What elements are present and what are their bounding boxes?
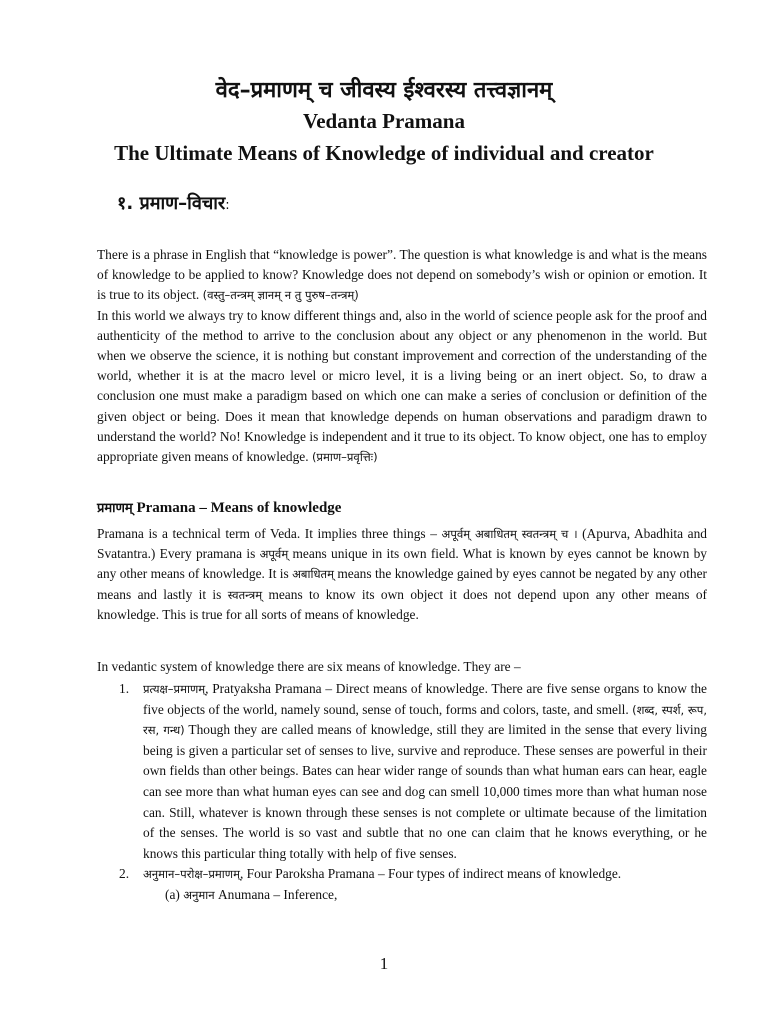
intro-paragraph-2 (97, 306, 707, 468)
pramana-s5: means to know its own object it does not depend upon any other means of knowledge. This is true for all sorts of means of knowledge. (97, 586, 707, 622)
intro-p1-sanskrit: (वस्तु–तन्त्रम् ज्ञानम् न तु पुरुष–तन्त्रम्) (202, 288, 359, 303)
sub-item-sanskrit: अनुमान (183, 887, 215, 902)
subtitle: The Ultimate Means of Knowledge of individual and creator (114, 141, 654, 165)
list-item-text: , Pratyaksha Pramana – Direct means of knowledge. There are five sense organs to know the five objects of the world, namely sound, sense of touch, forms and colors, taste, and smell. (143, 681, 707, 717)
list-item (97, 679, 707, 864)
intro-p1-text: There is a phrase in English that “knowledge is power”. The question is what knowledge is and what is the means of knowledge to be applied to know? Knowledge does not depend on somebody’s wish or opinion or emotion. It is true to its object. (97, 247, 707, 303)
pramana-s1-dev: अपूर्वम् अबाधितम् स्वतन्त्रम् च । (441, 527, 578, 541)
means-list (97, 679, 707, 906)
section-colon: : (225, 198, 230, 213)
pramana-s3: means unique in its own field. What is known by eyes cannot be known by any other means of knowledge. It is (97, 546, 707, 582)
list-item-number: 2. (119, 866, 130, 882)
intro-p2-text: In this world we always try to know different things and, also in the world of science people ask for the proof and authenticity of the method to arrive to the conclusion about any object or any phenomenon in the world. But when we observe the science, it is nothing but constant improvement and correction of the understanding of the world, whether it is at the macro level or micro level, it is a living being or an inert object. So, to draw a conclusion one must make a paradigm based on which one can make a series of conclusion or definition of the given object or being. Does it mean that knowledge depends on human observations and paradigm drawn to understand the world? No! Knowledge is independent and it true to its object. To know object, one has to employ appropriate given means of knowledge. (97, 307, 707, 465)
sub-item-label: (a) (165, 886, 184, 902)
intro-paragraph-1 (97, 245, 707, 306)
sub-list-item (97, 885, 707, 906)
pramana-paragraph (97, 524, 707, 625)
pramana-heading (97, 498, 341, 517)
pramana-s2-dev: अपूर्वम् (259, 547, 289, 562)
section-title: प्रमाण–विचार (139, 193, 226, 214)
vedantic-intro (97, 657, 707, 677)
title-sanskrit: वेद–प्रमाणम् च जीवस्य ईश्वरस्य तत्त्वज्ञानम् (215, 78, 553, 103)
pramana-s1: Pramana is a technical term of Veda. It implies three things – (97, 526, 442, 541)
intro-p2-sanskrit: (प्रमाण–प्रवृत्तिः) (311, 450, 378, 465)
vedantic-intro-text: In vedantic system of knowledge there are six means of knowledge. They are – (97, 659, 521, 674)
pramana-s3-dev: अबाधितम् (292, 567, 334, 582)
sub-item-text: Anumana – Inference, (214, 886, 338, 902)
list-item-text-cont: Though they are called means of knowledge, still they are limited in the sense that every living being is given a particular set of senses to live, survive and reproduce. These senses are powerful in their own fields than other beings. Bates can hear wider range of sounds than what human ears can hear, eagle can see more than what human eyes can see and dog can smell 10,000 times more than what human nose can. Still, whatever is known through these senses is not complete or ultimate because of the limitation of the senses. The world is so vast and subtle that no one can claim that he knows everything, or he knows this particular thing totally with help of five senses. (143, 722, 707, 861)
section-heading (117, 191, 230, 215)
pramana-text (97, 524, 707, 625)
title-english: Vedanta Pramana (303, 109, 465, 133)
list-item-sanskrit-senses: (शब्द, स्पर्श, रूप, रस, गन्ध) (143, 702, 707, 738)
pramana-s4: means the knowledge gained by eyes cannot be negated by any other means and lastly it is (97, 566, 708, 602)
pramana-s4-dev: स्वतन्त्रम् (227, 587, 263, 602)
section-number: १. (117, 193, 134, 214)
intro-paragraphs (97, 245, 707, 467)
list-item-sanskrit: प्रत्यक्ष–प्रमाणम् (143, 682, 206, 696)
pramana-heading-sanskrit: प्रमाणम् (97, 501, 133, 516)
list-item (97, 864, 707, 885)
pramana-s2: (Apurva, Abadhita and Svatantra.) Every pramana is (97, 526, 707, 562)
pramana-heading-english: Pramana – Means of knowledge (132, 500, 342, 516)
list-item-sanskrit: अनुमान–परोक्ष–प्रमाणम् (143, 867, 240, 882)
title-block (0, 76, 768, 168)
list-item-text: , Four Paroksha Pramana – Four types of indirect means of knowledge. (239, 866, 622, 882)
page-number: 1 (379, 954, 389, 973)
list-item-number: 1. (119, 681, 130, 696)
